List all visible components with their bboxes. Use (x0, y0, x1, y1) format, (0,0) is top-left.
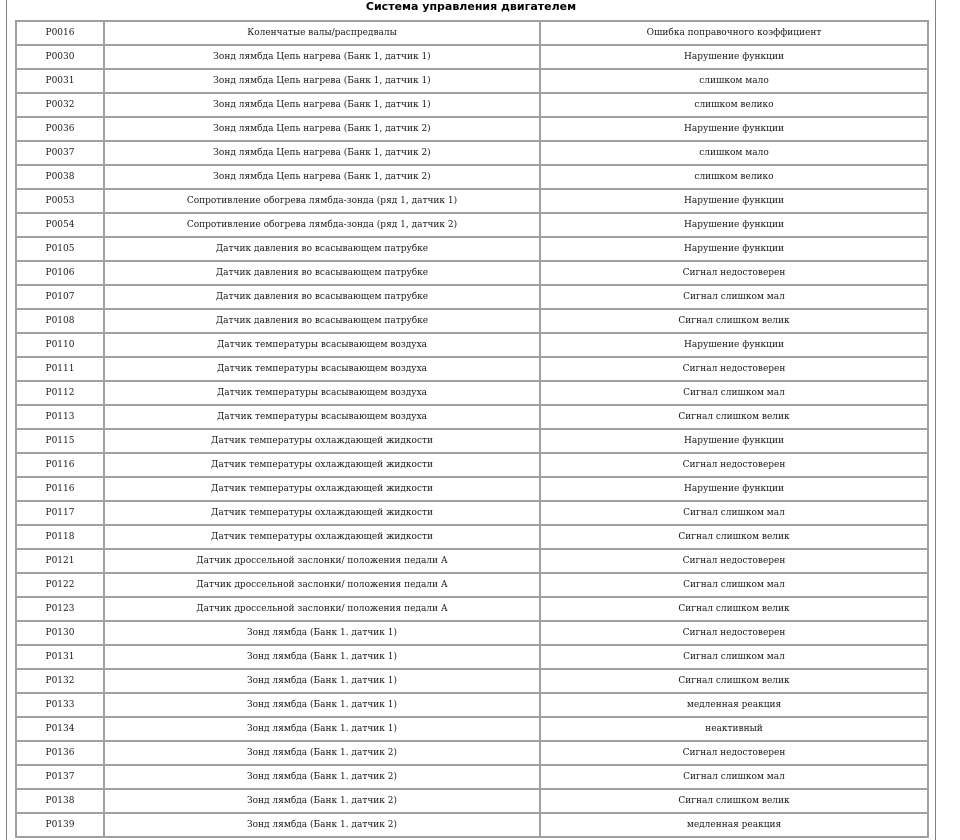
fault-description-cell: Нарушение функции (540, 237, 928, 261)
table-row (16, 165, 928, 189)
component-cell: Датчик температуры всасывающем воздуха (104, 333, 540, 357)
table-row (16, 453, 928, 477)
fault-code-cell: P0032 (16, 93, 104, 117)
component-cell: Коленчатые валы/распредвалы (104, 21, 540, 45)
component-cell: Датчик температуры всасывающем воздуха (104, 405, 540, 429)
component-cell: Сопротивление обогрева лямбда-зонда (ряд 1, датчик 1) (104, 189, 540, 213)
fault-description-cell: Сигнал недостоверен (540, 261, 928, 285)
component-cell: Датчик температуры охлаждающей жидкости (104, 453, 540, 477)
table-row (16, 189, 928, 213)
fault-description-cell: Сигнал недостоверен (540, 357, 928, 381)
table-row (16, 261, 928, 285)
component-cell: Датчик температуры охлаждающей жидкости (104, 501, 540, 525)
fault-code-table (15, 20, 929, 838)
fault-description-cell: медленная реакция (540, 693, 928, 717)
component-cell: Зонд лямбда (Банк 1. датчик 2) (104, 789, 540, 813)
component-cell: Зонд лямбда (Банк 1. датчик 2) (104, 741, 540, 765)
fault-description-cell: Сигнал недостоверен (540, 453, 928, 477)
component-cell: Зонд лямбда Цепь нагрева (Банк 1, датчик 1) (104, 93, 540, 117)
component-cell: Зонд лямбда Цепь нагрева (Банк 1, датчик 1) (104, 45, 540, 69)
fault-code-cell: P0121 (16, 549, 104, 573)
fault-code-cell: P0134 (16, 717, 104, 741)
component-cell: Датчик давления во всасывающем патрубке (104, 309, 540, 333)
fault-code-cell: P0108 (16, 309, 104, 333)
fault-description-cell: Сигнал слишком велик (540, 309, 928, 333)
table-row (16, 573, 928, 597)
fault-code-cell: P0131 (16, 645, 104, 669)
fault-code-cell: P0137 (16, 765, 104, 789)
fault-code-cell: P0110 (16, 333, 104, 357)
fault-code-cell: P0113 (16, 405, 104, 429)
component-cell: Зонд лямбда (Банк 1. датчик 1) (104, 645, 540, 669)
component-cell: Датчик давления во всасывающем патрубке (104, 237, 540, 261)
component-cell: Датчик дроссельной заслонки/ положения педали А (104, 549, 540, 573)
fault-code-cell: P0130 (16, 621, 104, 645)
fault-code-cell: P0053 (16, 189, 104, 213)
fault-description-cell: Сигнал слишком мал (540, 645, 928, 669)
fault-description-cell: Сигнал слишком велик (540, 597, 928, 621)
fault-code-cell: P0107 (16, 285, 104, 309)
fault-description-cell: Нарушение функции (540, 45, 928, 69)
table-row (16, 693, 928, 717)
table-row (16, 645, 928, 669)
fault-description-cell: Сигнал слишком мал (540, 285, 928, 309)
fault-description-cell: Сигнал слишком велик (540, 669, 928, 693)
table-row (16, 93, 928, 117)
fault-code-cell: P0132 (16, 669, 104, 693)
table-row (16, 237, 928, 261)
fault-description-cell: слишком велико (540, 93, 928, 117)
table-row (16, 21, 928, 45)
fault-description-cell: Нарушение функции (540, 189, 928, 213)
fault-code-cell: P0138 (16, 789, 104, 813)
component-cell: Датчик температуры охлаждающей жидкости (104, 525, 540, 549)
fault-code-cell: P0105 (16, 237, 104, 261)
fault-code-cell: P0111 (16, 357, 104, 381)
table-row (16, 429, 928, 453)
fault-code-cell: P0115 (16, 429, 104, 453)
table-row (16, 333, 928, 357)
table-row (16, 141, 928, 165)
fault-description-cell: Нарушение функции (540, 213, 928, 237)
table-row (16, 69, 928, 93)
fault-description-cell: слишком мало (540, 69, 928, 93)
table-row (16, 525, 928, 549)
fault-code-cell: P0139 (16, 813, 104, 837)
component-cell: Датчик дроссельной заслонки/ положения педали А (104, 597, 540, 621)
fault-description-cell: Нарушение функции (540, 117, 928, 141)
table-row (16, 357, 928, 381)
component-cell: Зонд лямбда Цепь нагрева (Банк 1, датчик 2) (104, 141, 540, 165)
component-cell: Зонд лямбда (Банк 1. датчик 1) (104, 669, 540, 693)
fault-code-cell: P0117 (16, 501, 104, 525)
fault-description-cell: слишком велико (540, 165, 928, 189)
component-cell: Датчик температуры охлаждающей жидкости (104, 477, 540, 501)
table-row (16, 765, 928, 789)
component-cell: Зонд лямбда Цепь нагрева (Банк 1, датчик 2) (104, 165, 540, 189)
fault-description-cell: Сигнал слишком мал (540, 765, 928, 789)
table-row (16, 717, 928, 741)
fault-code-cell: P0106 (16, 261, 104, 285)
table-row (16, 477, 928, 501)
fault-description-cell: Нарушение функции (540, 477, 928, 501)
component-cell: Зонд лямбда (Банк 1. датчик 1) (104, 621, 540, 645)
component-cell: Датчик температуры всасывающем воздуха (104, 357, 540, 381)
table-row (16, 549, 928, 573)
fault-code-cell: P0038 (16, 165, 104, 189)
table-row (16, 117, 928, 141)
table-row (16, 309, 928, 333)
table-row (16, 405, 928, 429)
component-cell: Зонд лямбда (Банк 1. датчик 2) (104, 765, 540, 789)
table-row (16, 669, 928, 693)
fault-description-cell: Ошибка поправочного коэффициент (540, 21, 928, 45)
fault-code-cell: P0123 (16, 597, 104, 621)
fault-code-cell: P0031 (16, 69, 104, 93)
component-cell: Зонд лямбда (Банк 1. датчик 1) (104, 693, 540, 717)
fault-description-cell: Сигнал слишком велик (540, 525, 928, 549)
fault-description-cell: Сигнал слишком мал (540, 501, 928, 525)
fault-code-cell: P0122 (16, 573, 104, 597)
table-row (16, 741, 928, 765)
table-row (16, 45, 928, 69)
fault-description-cell: Сигнал слишком мал (540, 573, 928, 597)
table-row (16, 789, 928, 813)
component-cell: Зонд лямбда Цепь нагрева (Банк 1, датчик 1) (104, 69, 540, 93)
component-cell: Зонд лямбда (Банк 1. датчик 1) (104, 717, 540, 741)
table-row (16, 597, 928, 621)
fault-code-cell: P0112 (16, 381, 104, 405)
component-cell: Сопротивление обогрева лямбда-зонда (ряд 1, датчик 2) (104, 213, 540, 237)
table-row (16, 213, 928, 237)
table-row (16, 621, 928, 645)
fault-description-cell: Нарушение функции (540, 333, 928, 357)
component-cell: Датчик температуры всасывающем воздуха (104, 381, 540, 405)
fault-description-cell: Сигнал слишком велик (540, 405, 928, 429)
fault-code-cell: P0116 (16, 477, 104, 501)
fault-description-cell: Сигнал недостоверен (540, 549, 928, 573)
fault-description-cell: Сигнал слишком мал (540, 381, 928, 405)
fault-description-cell: медленная реакция (540, 813, 928, 837)
table-row (16, 813, 928, 837)
component-cell: Датчик давления во всасывающем патрубке (104, 285, 540, 309)
table-row (16, 285, 928, 309)
fault-description-cell: неактивный (540, 717, 928, 741)
fault-code-cell: P0016 (16, 21, 104, 45)
table-row (16, 501, 928, 525)
fault-code-cell: P0037 (16, 141, 104, 165)
page-title: Система управления двигателем (365, 0, 577, 13)
fault-code-cell: P0036 (16, 117, 104, 141)
fault-description-cell: Сигнал недостоверен (540, 621, 928, 645)
fault-description-cell: Сигнал недостоверен (540, 741, 928, 765)
fault-code-cell: P0116 (16, 453, 104, 477)
fault-code-cell: P0054 (16, 213, 104, 237)
fault-code-cell: P0030 (16, 45, 104, 69)
fault-description-cell: слишком мало (540, 141, 928, 165)
fault-code-cell: P0133 (16, 693, 104, 717)
fault-description-cell: Нарушение функции (540, 429, 928, 453)
fault-code-table-body (16, 21, 928, 837)
component-cell: Зонд лямбда (Банк 1. датчик 2) (104, 813, 540, 837)
component-cell: Датчик температуры охлаждающей жидкости (104, 429, 540, 453)
table-row (16, 381, 928, 405)
fault-code-cell: P0118 (16, 525, 104, 549)
component-cell: Датчик дроссельной заслонки/ положения педали А (104, 573, 540, 597)
component-cell: Датчик давления во всасывающем патрубке (104, 261, 540, 285)
fault-description-cell: Сигнал слишком велик (540, 789, 928, 813)
fault-code-cell: P0136 (16, 741, 104, 765)
component-cell: Зонд лямбда Цепь нагрева (Банк 1, датчик 2) (104, 117, 540, 141)
